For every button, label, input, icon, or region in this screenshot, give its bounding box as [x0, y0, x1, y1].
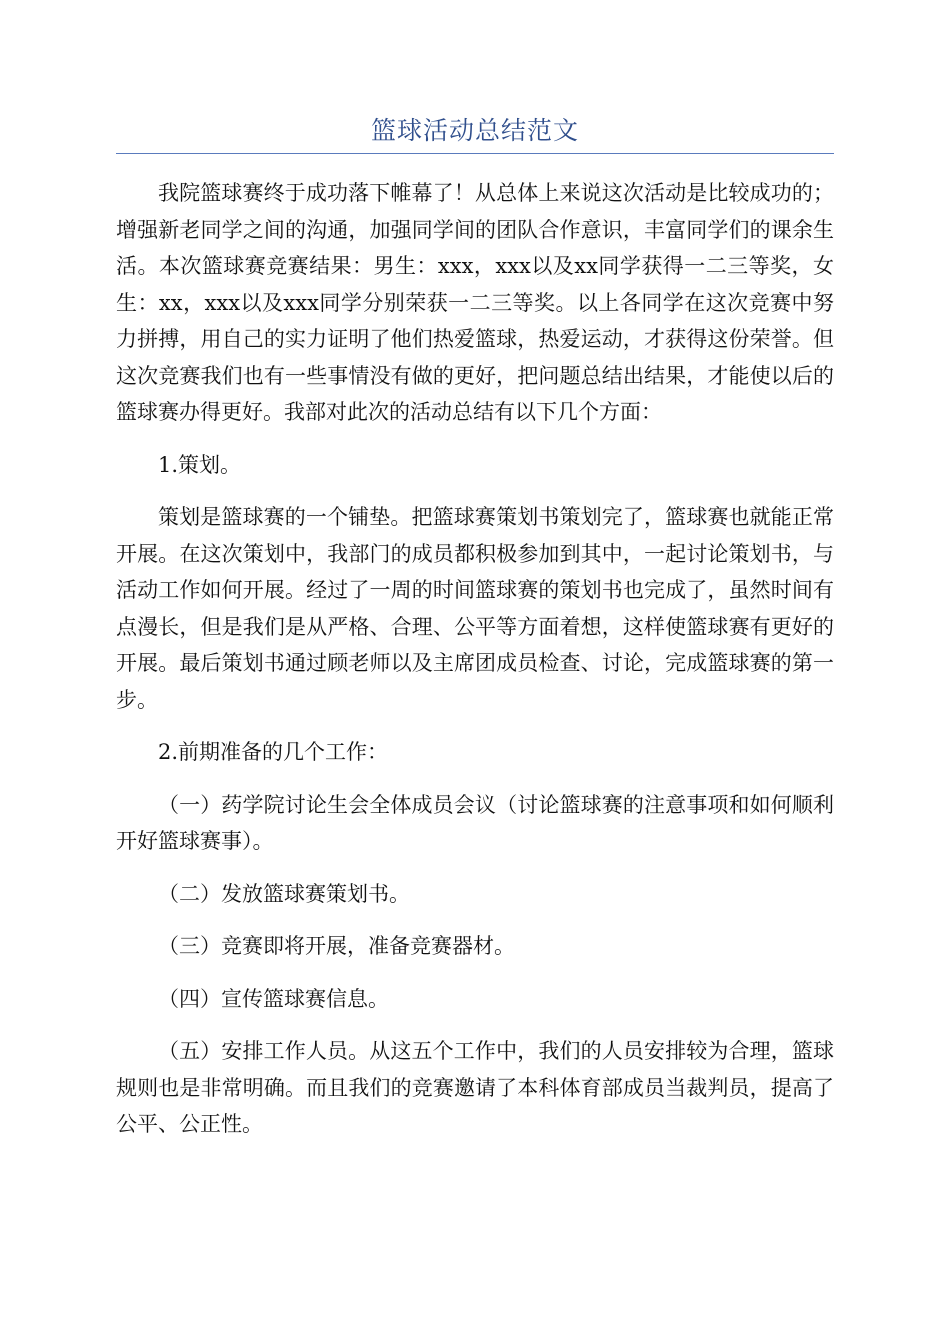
list-item-equipment: （三）竞赛即将开展，准备竞赛器材。: [158, 934, 515, 958]
heading-planning: 1.策划。: [158, 452, 242, 477]
document-body: [116, 175, 834, 1159]
list-item-distribute: （二）发放篮球赛策划书。: [158, 881, 410, 906]
heading-preparation: 2.前期准备的几个工作：: [158, 740, 389, 764]
title-underline: [116, 153, 834, 154]
list-item-staffing: （五）安排工作人员。从这五个工作中，我们的人员安排较为合理，篮球规则也是非常明确。而且我们的竞赛邀请了本科体育部成员当裁判员，提高了公平、公正性。: [116, 1039, 834, 1136]
paragraph-planning: 策划是篮球赛的一个铺垫。把篮球赛策划书策划完了，篮球赛也就能正常开展。在这次策划中，我部门的成员都积极参加到其中，一起讨论策划书，与活动工作如何开展。经过了一周的时间篮球赛的策划书也完成了，虽然时间有点漫长，但是我们是从严格、合理、公平等方面着想，这样使篮球赛有更好的开展。最后策划书通过顾老师以及主席团成员检查、讨论，完成篮球赛的第一步。: [116, 505, 834, 712]
list-item-meeting: （一）药学院讨论生会全体成员会议（讨论篮球赛的注意事项和如何顺利开好篮球赛事）。: [116, 792, 834, 853]
paragraph-intro: 我院篮球赛终于成功落下帷幕了！从总体上来说这次活动是比较成功的；增强新老同学之间的沟通，加强同学间的团队合作意识，丰富同学们的课余生活。本次篮球赛竞赛结果：男生：xxx，xxx以及xx同学获得一二三等奖，女生：xx，xxx以及xxx同学分别荣获一二三等奖。以上各同学在这次竞赛中努力拼搏，用自己的实力证明了他们热爱篮球，热爱运动，才获得这份荣誉。但这次竞赛我们也有一些事情没有做的更好，把问题总结出结果，才能使以后的篮球赛办得更好。我部对此次的活动总结有以下几个方面：: [116, 181, 834, 424]
document-title: 篮球活动总结范文: [370, 116, 579, 145]
list-item-promotion: （四）宣传篮球赛信息。: [158, 986, 389, 1011]
